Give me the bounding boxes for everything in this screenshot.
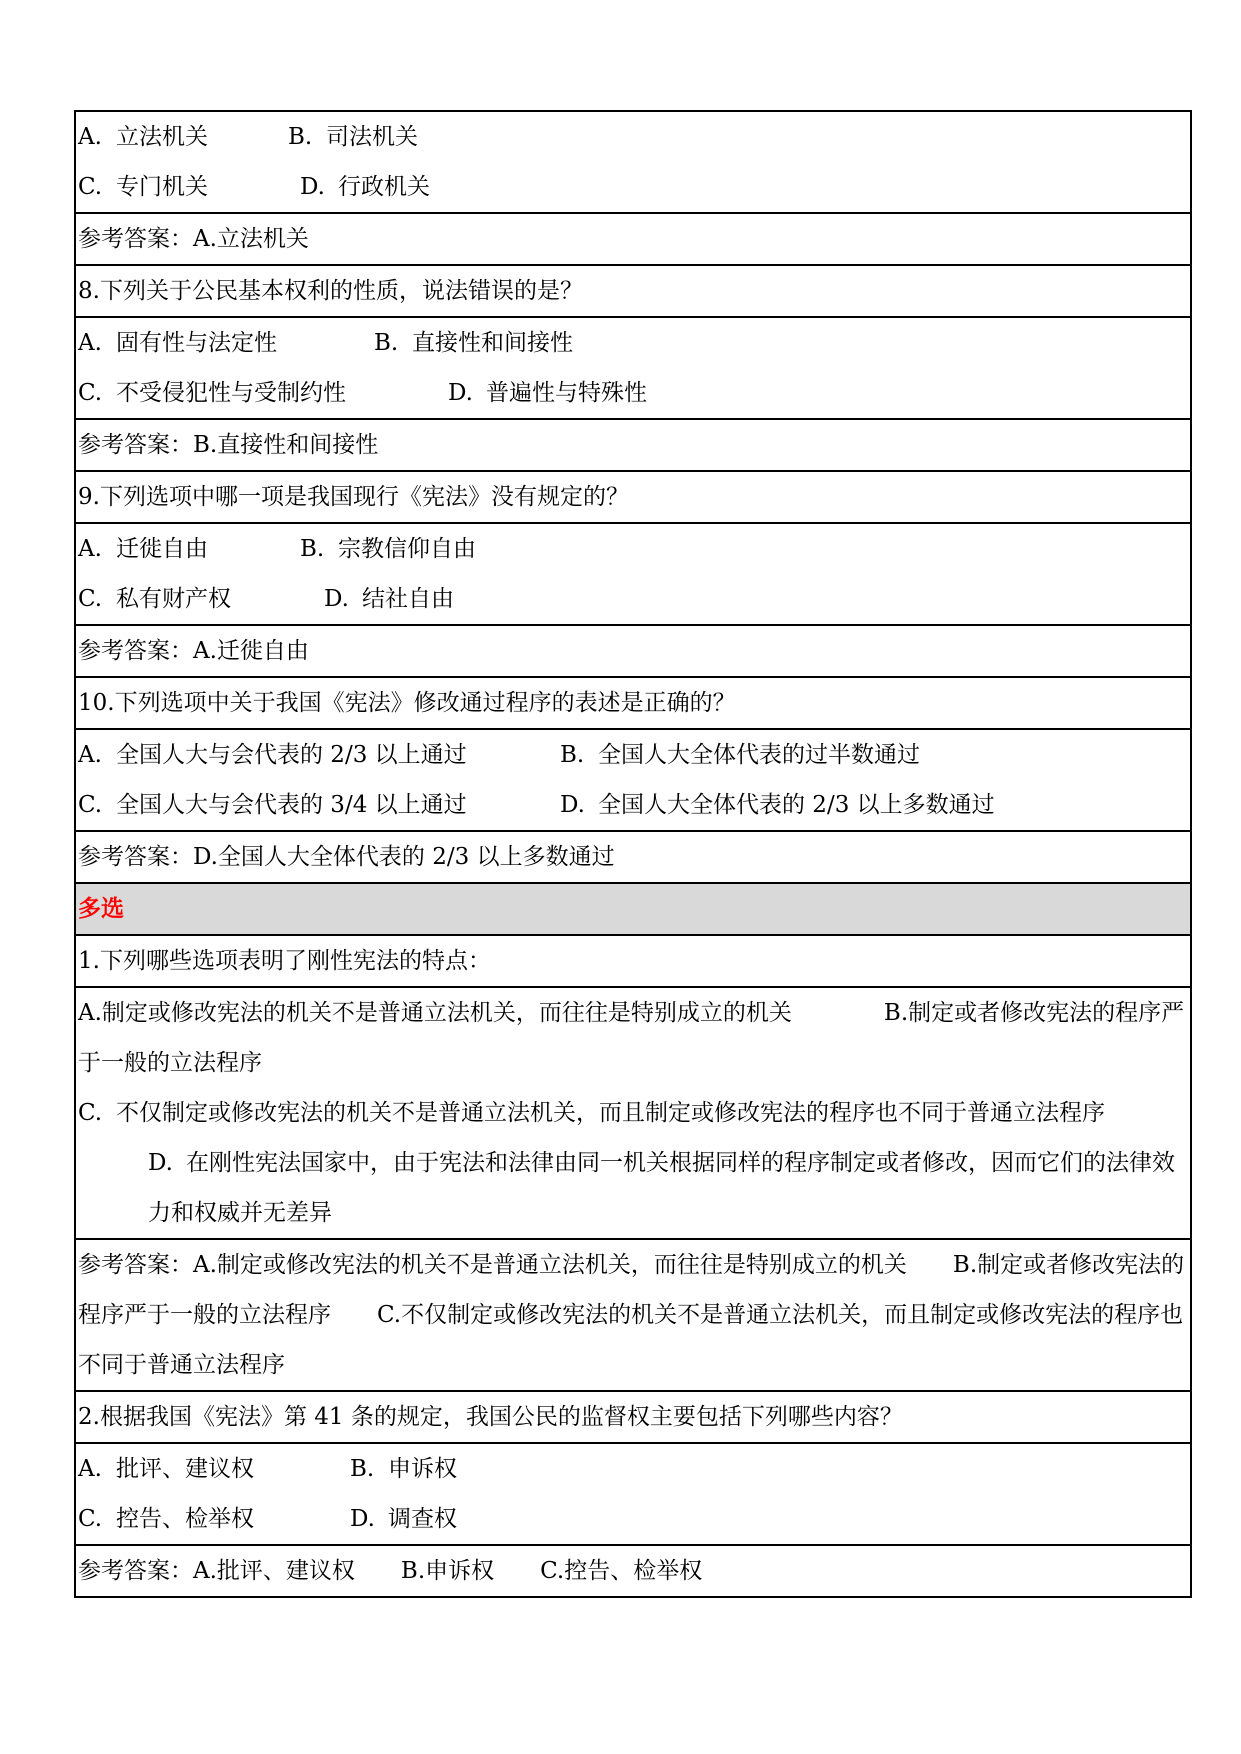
option-d-line: D. 在刚性宪法国家中，由于宪法和法律由同一机关根据同样的程序制定或者修改，因而它们的法律效力和权威并无差异 [148,1150,1175,1226]
q8-question [76,264,1190,316]
option-d: D. 全国人大全体代表的 2/3 以上多数通过 [560,792,995,818]
q7-answer [76,212,1190,264]
options-line [76,1444,1190,1494]
option-a: A. 批评、建议权 [78,1456,254,1482]
option-d: D. 结社自由 [324,586,454,612]
option-b: B.制定或者修改宪法的程序严于一般的立法程序 [78,1000,1185,1076]
options-line [76,1494,1190,1544]
options-line [76,730,1190,780]
q8-answer [76,418,1190,470]
q10-answer [76,830,1190,882]
option-a: A.制定或修改宪法的机关不是普通立法机关，而往往是特别成立的机关 [78,1000,792,1026]
question-text: 10.下列选项中关于我国《宪法》修改通过程序的表述是正确的？ [78,690,736,716]
q9-options [76,522,1190,624]
option-b: B. 直接性和间接性 [374,330,573,356]
m2-answer [76,1544,1190,1596]
q7-options [76,112,1190,212]
option-c: C. 不受侵犯性与受制约性 [78,380,346,406]
answer-text: 参考答案：B.直接性和间接性 [78,432,379,458]
answer-text: 参考答案：D.全国人大全体代表的 2/3 以上多数通过 [78,844,615,870]
option-b: B. 申诉权 [350,1456,457,1482]
option-c: C. 全国人大与会代表的 3/4 以上通过 [78,792,467,818]
option-d: D. 普遍性与特殊性 [448,380,647,406]
m2-question [76,1390,1190,1442]
q8-options [76,316,1190,418]
option-a: A. 立法机关 [78,124,208,150]
option-a: A. 迁徙自由 [78,536,208,562]
q9-answer [76,624,1190,676]
options-line [76,318,1190,368]
options-line [76,780,1190,830]
option-d: D. 行政机关 [300,174,430,200]
option-c: C. 控告、检举权 [78,1506,254,1532]
options-line [76,524,1190,574]
option-a: A. 固有性与法定性 [78,330,277,356]
section-title: 多选 [78,896,124,922]
q10-options [76,728,1190,830]
option-d: 在刚性宪法国家中，由于宪法和法律由同一机关根据同样的程序制定或者修改，因而它们的法律效力和权威并无差异 [148,1150,1175,1226]
option-b: B. 宗教信仰自由 [300,536,476,562]
question-text: 1.下列哪些选项表明了刚性宪法的特点： [78,948,491,974]
option-d: D. 调查权 [350,1506,457,1532]
option-b: B. 全国人大全体代表的过半数通过 [560,742,920,768]
option-c: 不仅制定或修改宪法的机关不是普通立法机关，而且制定或修改宪法的程序也不同于普通立法程序 [116,1100,1105,1126]
option-b: B. 司法机关 [288,124,418,150]
exam-table [74,110,1192,1598]
option-c: C. 私有财产权 [78,586,231,612]
options-line [76,112,1190,162]
answer-text: 参考答案：A.迁徙自由 [78,638,309,664]
option-a: A. 全国人大与会代表的 2/3 以上通过 [78,742,467,768]
question-text: 2.根据我国《宪法》第 41 条的规定，我国公民的监督权主要包括下列哪些内容？ [78,1404,903,1430]
options-line [76,368,1190,418]
q10-question [76,676,1190,728]
option-c-line: C. 不仅制定或修改宪法的机关不是普通立法机关，而且制定或修改宪法的程序也不同于普通立法程序 [78,1100,1105,1126]
option-c: C. 专门机关 [78,174,208,200]
answer-text: 参考答案：A.制定或修改宪法的机关不是普通立法机关，而往往是特别成立的机关 B.制定或者修改宪法的程序严于一般的立法程序 C.不仅制定或修改宪法的机关不是普通立法机关，而且制定或修改宪法的程序也不同于普通立法程序 [78,1252,1185,1378]
question-text: 9.下列选项中哪一项是我国现行《宪法》没有规定的？ [78,484,629,510]
m1-options [76,986,1190,1238]
question-text: 8.下列关于公民基本权利的性质，说法错误的是？ [78,278,583,304]
section-header [76,882,1190,934]
answer-text: 参考答案：A.立法机关 [78,226,309,252]
m1-question [76,934,1190,986]
options-ab [76,988,1190,1088]
answer-text: 参考答案：A.批评、建议权 B.申诉权 C.控告、检举权 [78,1558,703,1584]
m1-answer [76,1238,1190,1390]
options-line [76,574,1190,624]
options-line [76,162,1190,212]
m2-options [76,1442,1190,1544]
q9-question [76,470,1190,522]
